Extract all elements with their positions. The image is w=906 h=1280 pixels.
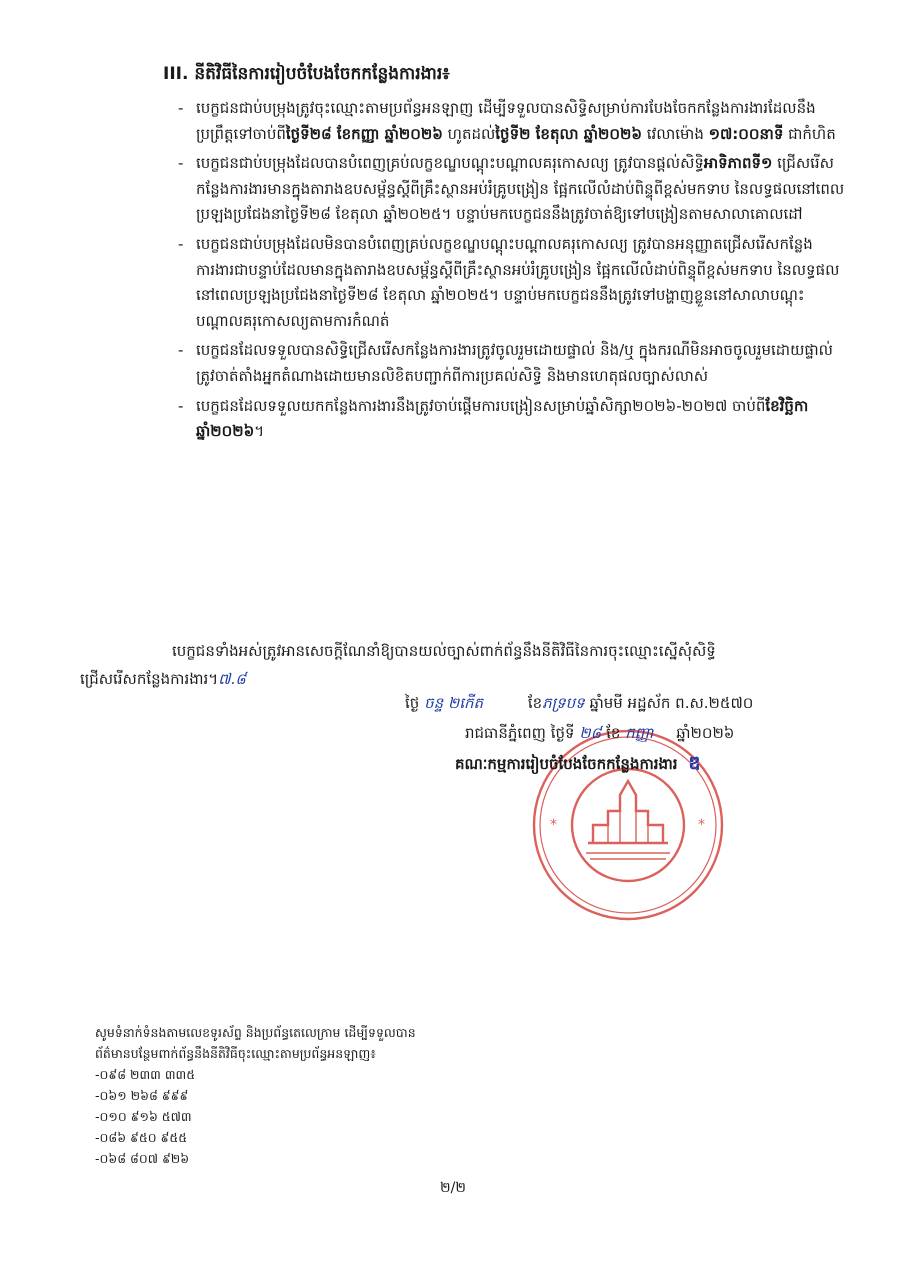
phone-number: -០៦៨ ៨០៧ ៩២៦ [95,1151,190,1166]
gregorian-year: ឆ្នាំ២០២៦ [676,724,735,742]
svg-text:*: * [698,817,705,833]
item-1-end-date: ថ្ងៃទី២ ខែតុលា ឆ្នាំ២០២៦ [495,124,642,143]
procedure-item-3: - បេក្ខជនជាប់បម្រុងដែលមិនបានបំពេញគ្រប់លក្ខខណ្ឌបណ្តុះបណ្តាលគរុកោសល្យ ត្រូវបានអនុញ្ញាតជ្រើសរើសកន្លែងការងារជាបន្ទាប់ដែលមានក្នុងតារាងឧបសម្ព័ន្ធស្តីពីគ្រឹះស្ថានអប់រំគ្រូបង្រៀន ផ្អែកលើលំដាប់ពិន្ទុពីខ្ពស់មកទាប នៃលទ្ធផលនៅពេលប្រឡងប្រជែងនាថ្ងៃទី២៨ ខែតុលា ឆ្នាំ២០២៥។ បន្ទាប់មកបេក្ខជននឹងត្រូវទៅបង្ហាញខ្លួននៅសាលាបណ្តុះបណ្តាលគរុកោសល្យតាមការកំណត់ [178,234,840,330]
item-4-text: បេក្ខជនដែលទទួលបានសិទ្ធិជ្រើសរើសកន្លែងការងារត្រូវចូលរួមដោយផ្ទាល់ និង/ឬ ក្នុងករណីមិនអាចចូលរួមដោយផ្ទាល់ ត្រូវចាត់តាំងអ្នកតំណាងដោយមានលិខិតបញ្ជាក់ពីការប្រគល់សិទ្ធិ និងមានហេតុផលច្បាស់លាស់ [196,341,833,385]
closing-line-1: បេក្ខជនទាំងអស់ត្រូវអានសេចក្តីណែនាំឱ្យបានយល់ច្បាស់ពាក់ព័ន្ធនឹងនីតិវិធីនៃការចុះឈ្មោះស្នើសុំសិទ្ធិ [172,642,716,660]
section-title: III. នីតិវិធីនៃការរៀបចំបែងចែកកន្លែងការងារ៖ [163,64,450,84]
lunar-day-handwritten: ចន្ទ ២កើត [424,694,484,712]
item-2-priority: អាទិភាពទី១ [703,154,773,173]
item-2-text: បេក្ខជនជាប់បម្រុងដែលបានបំពេញគ្រប់លក្ខខណ្ឌបណ្តុះបណ្តាលគរុកោសល្យ ត្រូវបានផ្តល់សិទ្ធិ [196,154,704,173]
handwritten-number: ៧.៨ [218,670,246,688]
contact-line-1: សូមទំនាក់ទំនងតាមលេខទូរស័ព្ទ និងប្រព័ន្ធតេលេក្រាម ដើម្បីទទួលបាន [95,1025,416,1040]
temple-emblem-icon [588,781,668,843]
item-5-text: បេក្ខជនដែលទទួលយកកន្លែងការងារនឹងត្រូវចាប់ផ្តើមការបង្រៀនសម្រាប់ឆ្នាំសិក្សា២០២៦-២០២៧ ចាប់ពី [196,396,766,415]
item-1-start-date: ថ្ងៃទី២៨ ខែកញ្ញា ឆ្នាំ២០២៦ [285,124,443,143]
phone-number: -០១០ ៩១៦ ៥៧៣ [95,1109,192,1124]
lunar-date-line: ថ្ងៃ ចន្ទ ២កើត ខែភទ្របទ ឆ្នាំមមី អដ្ឋស័ក ព.ស.២៥៧០ [405,694,754,712]
item-5-date: ខែវិច្ឆិកា ឆ្នាំ២០២៦ [196,396,809,441]
contact-line-2: ព័ត៌មានបន្ថែមពាក់ព័ន្ធនឹងនីតិវិធីចុះឈ្មោះតាមប្រព័ន្ធអនឡាញ៖ [95,1046,376,1061]
closing-paragraph [80,637,860,693]
procedure-item-1: - បេក្ខជនជាប់បម្រុងត្រូវចុះឈ្មោះតាមប្រព័ន្ធអនឡាញ ដើម្បីទទួលបានសិទ្ធិសម្រាប់ការបែងចែកកន្លែងការងារដែលនឹងប្រព្រឹត្តទៅចាប់ពីថ្ងៃទី២៨ ខែកញ្ញា ឆ្នាំ២០២៦ ហូតដល់ថ្ងៃទី២ ខែតុលា ឆ្នាំ២០២៦ វេលាម៉ោង ១៧:០០នាទី ជាកំហិត [178,99,836,143]
item-1-time: ១៧:០០នាទី [708,124,784,143]
contact-info [95,1022,416,1169]
lunar-year: ឆ្នាំមមី អដ្ឋស័ក ព.ស.២៥៧០ [589,694,754,712]
stamp-center-ring [572,769,684,881]
item-1-text: បេក្ខជនជាប់បម្រុងត្រូវចុះឈ្មោះតាមប្រព័ន្ធអនឡាញ ដើម្បីទទួលបានសិទ្ធិសម្រាប់ការបែងចែកកន្លែងការងារដែលនឹងប្រព្រឹត្តទៅចាប់ពី [196,99,816,143]
procedure-item-2: - បេក្ខជនជាប់បម្រុងដែលបានបំពេញគ្រប់លក្ខខណ្ឌបណ្តុះបណ្តាលគរុកោសល្យ ត្រូវបានផ្តល់សិទ្ធិអាទិភាពទី១ ជ្រើសរើសកន្លែងការងារមានក្នុងតារាងឧបសម្ព័ន្ធស្តីពីគ្រឹះស្ថានអប់រំគ្រូបង្រៀន ផ្អែកលើលំដាប់ពិន្ទុពីខ្ពស់មកទាប នៃលទ្ធផលនៅពេលប្រឡងប្រជែងនាថ្ងៃទី២៨ ខែតុលា ឆ្នាំ២០២៥។ បន្ទាប់មកបេក្ខជននឹងត្រូវចាត់ឱ្យទៅបង្រៀនតាមសាលាគោលដៅ [178,154,845,224]
closing-line-2: ជ្រើសរើសកន្លែងការងារ។៧.៨ [80,670,246,688]
lunar-month-handwritten: ភទ្របទ [542,694,585,712]
committee-line [405,748,875,778]
svg-text:*: * [550,817,557,833]
procedure-list [178,96,850,449]
phone-number: -០៩៨ ២៣៣ ៣៣៥ [95,1067,196,1082]
item-3-text: បេក្ខជនជាប់បម្រុងដែលមិនបានបំពេញគ្រប់លក្ខខណ្ឌបណ្តុះបណ្តាលគរុកោសល្យ ត្រូវបានអនុញ្ញាតជ្រើសរើសកន្លែងការងារជាបន្ទាប់ដែលមានក្នុងតារាងឧបសម្ព័ន្ធស្តីពីគ្រឹះស្ថានអប់រំគ្រូបង្រៀន ផ្អែកលើលំដាប់ពិន្ទុពីខ្ពស់មកទាប នៃលទ្ធផលនៅពេលប្រឡងប្រជែងនាថ្ងៃទី២៨ ខែតុលា ឆ្នាំ២០២៥។ បន្ទាប់មកបេក្ខជននឹងត្រូវទៅបង្ហាញខ្លួននៅសាលាបណ្តុះបណ្តាលគរុកោសល្យតាមការកំណត់ [196,234,840,330]
phone-number: -០៨៦ ៩៥០ ៩៥៥ [95,1130,188,1145]
phone-list [95,1064,416,1169]
date-signature-block [405,688,875,778]
gregorian-date-line: រាជធានីភ្នំពេញ ថ្ងៃទី ២៨ ខែ កញ្ញា ឆ្នាំ២០២៦ [465,724,735,742]
procedure-item-5: - បេក្ខជនដែលទទួលយកកន្លែងការងារនឹងត្រូវចាប់ផ្តើមការបង្រៀនសម្រាប់ឆ្នាំសិក្សា២០២៦-២០២៧ ចាប់ពីខែវិច្ឆិកា ឆ្នាំ២០២៦។ [178,396,809,441]
day-handwritten: ២៨ [579,724,602,742]
page-number: ២/២ [440,1180,466,1196]
procedure-item-4: - បេក្ខជនដែលទទួលបានសិទ្ធិជ្រើសរើសកន្លែងការងារត្រូវចូលរួមដោយផ្ទាល់ និង/ឬ ក្នុងករណីមិនអាចចូលរួមដោយផ្ទាល់ ត្រូវចាត់តាំងអ្នកតំណាងដោយមានលិខិតបញ្ជាក់ពីការប្រគល់សិទ្ធិ និងមានហេតុផលច្បាស់លាស់ [178,341,833,385]
phone-number: -០៦១ ២៦៨ ៩៩៩ [95,1088,189,1103]
committee-title: គណៈកម្មការរៀបចំបែងចែកកន្លែងការងារ [455,755,678,773]
month-handwritten: កញ្ញា [625,724,654,742]
signature-initials: ឌ [688,752,701,774]
